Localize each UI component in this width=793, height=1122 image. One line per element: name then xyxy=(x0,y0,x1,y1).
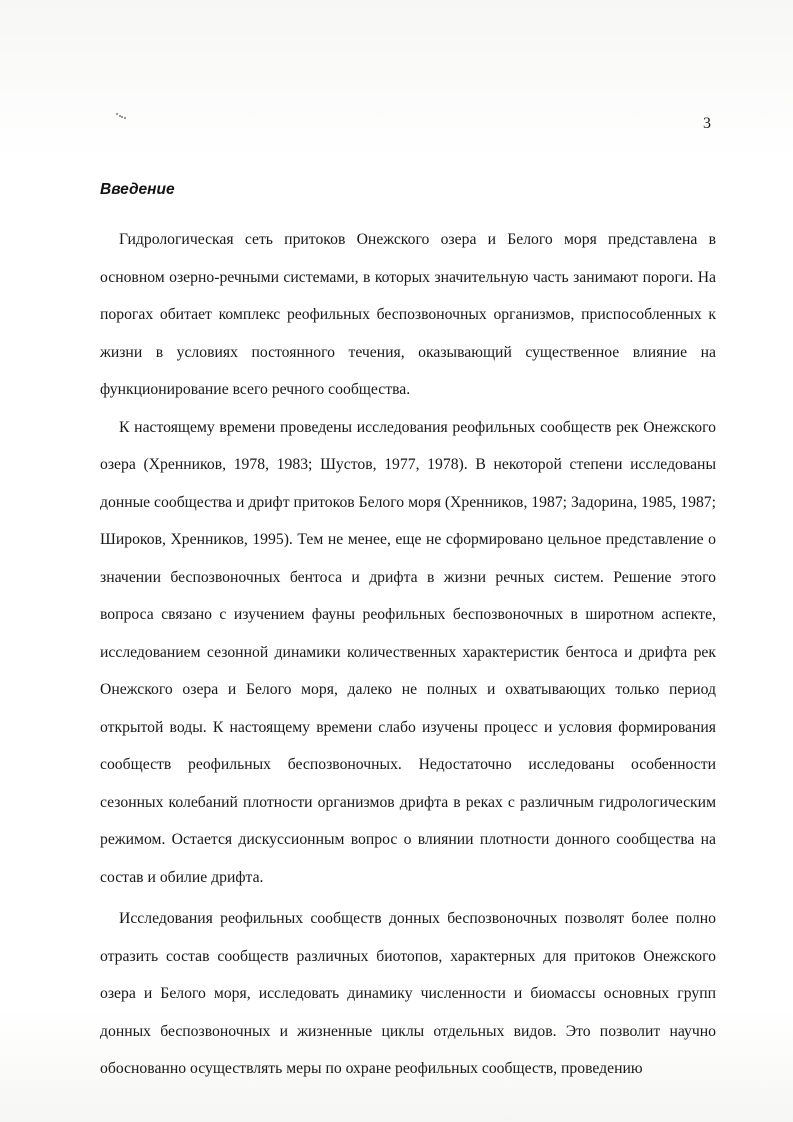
page-number: 3 xyxy=(703,115,711,132)
paragraph-2: К настоящему времени проведены исследования реофильных сообществ рек Онежского озера (Хренников, 1978, 1983; Шустов, 1977, 1978). В некоторой степени исследованы донные сообщества и дрифт притоков Белого моря (Хренников, 1987; Задорина, 1985, 1987; Широков, Хренников, 1995). Тем не менее, еще не сформировано цельное представление о значении беспозвоночных бентоса и дрифта в жизни речных систем. Решение этого вопроса связано с изучением фауны реофильных беспозвоночных в широтном аспекте, исследованием сезонной динамики количественных характеристик бентоса и дрифта рек Онежского озера и Белого моря, далеко не полных и охватывающих только период открытой воды. К настоящему времени слабо изучены процесс и условия формирования сообществ реофильных беспозвоночных. Недостаточно исследованы особенности сезонных колебаний плотности организмов дрифта в реках с различным гидрологическим режимом. Остается дискуссионным вопрос о влиянии плотности донного сообщества на состав и обилие дрифта. xyxy=(100,418,716,886)
paragraph-3: Исследования реофильных сообществ донных беспозвоночных позволят более полно отразить состав сообществ различных биотопов, характерных для притоков Онежского озера и Белого моря, исследовать динамику численности и биомассы основных групп донных беспозвоночных и жизненные циклы отдельных видов. Это позволит научно обоснованно осуществлять меры по охране реофильных сообществ, проведению xyxy=(100,910,716,1077)
scan-speck-mark xyxy=(116,113,128,121)
body-text xyxy=(100,221,716,1088)
section-heading: Введение xyxy=(100,181,175,198)
paragraph-1: Гидрологическая сеть притоков Онежского озера и Белого моря представлена в основном озерно-речными системами, в которых значительную часть занимают пороги. На порогах обитает комплекс реофильных беспозвоночных организмов, приспособленных к жизни в условиях постоянного течения, оказывающий существенное влияние на функционирование всего речного сообщества. xyxy=(100,231,716,398)
